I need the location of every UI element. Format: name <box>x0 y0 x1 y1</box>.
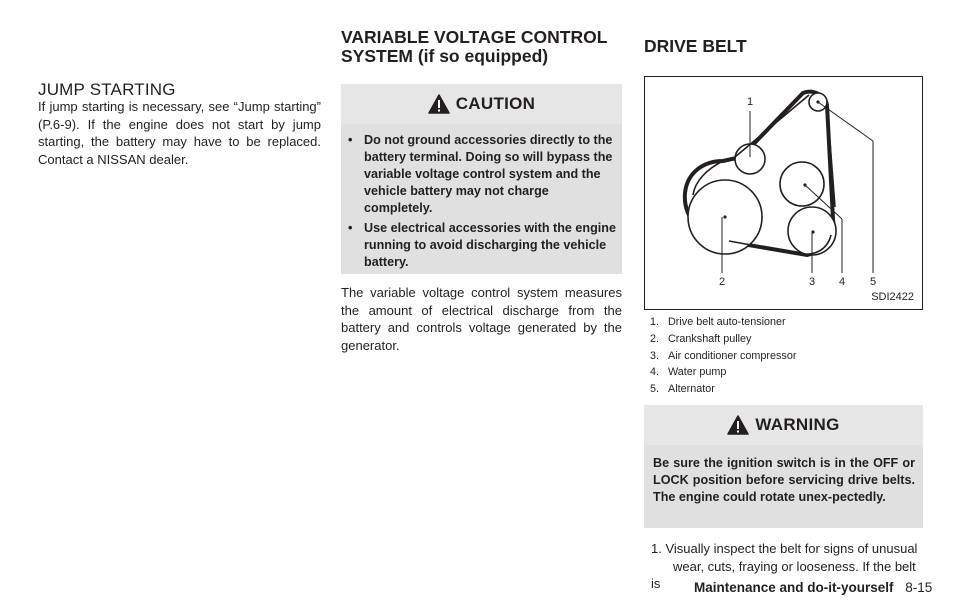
drive-belt-illustration <box>645 77 922 309</box>
legend-item <box>650 348 920 365</box>
legend-item <box>650 314 920 331</box>
section-heading-jump-starting: JUMP STARTING <box>38 80 176 99</box>
heading-line-2: SYSTEM (if so equipped) <box>341 46 549 66</box>
legend-text: Water pump <box>668 366 727 379</box>
page-footer <box>694 580 932 595</box>
legend-text: Air conditioner compressor <box>668 349 797 362</box>
step-number: 1. <box>651 541 662 556</box>
legend-text: Crankshaft pulley <box>668 332 752 345</box>
drive-belt-diagram <box>644 76 923 310</box>
caution-title: CAUTION <box>455 94 536 113</box>
legend-num: 3. <box>650 349 660 362</box>
caution-item-text: Use electrical accessories with the engine running to avoid discharging the vehicle battery. <box>364 221 616 269</box>
warning-header <box>644 405 923 445</box>
bullet: • <box>348 133 353 147</box>
caution-body <box>341 124 622 274</box>
warning-text: Be sure the ignition switch is in the OFF or LOCK position before servicing drive belts. The engine could rotate unex-pectedly. <box>653 456 915 504</box>
diagram-label-4: 4 <box>839 276 846 288</box>
legend-item <box>650 381 920 398</box>
variable-voltage-text: The variable voltage control system measures the amount of electrical discharge from the battery and controls voltage generated by the generator. <box>341 285 622 353</box>
diagram-label-5: 5 <box>870 276 877 288</box>
caution-list <box>341 132 616 274</box>
step-text-line-2: wear, cuts, fraying or looseness. If the belt is <box>651 558 916 591</box>
diagram-legend <box>650 314 920 398</box>
step-text-line-1: Visually inspect the belt for signs of unusual <box>665 541 918 556</box>
footer-section: Maintenance and do-it-yourself <box>694 580 894 595</box>
footer-page-number: 8-15 <box>905 580 933 595</box>
caution-header <box>341 84 622 124</box>
legend-num: 4. <box>650 366 660 379</box>
caution-item <box>341 220 616 271</box>
water-pump-pulley <box>780 162 824 206</box>
legend-num: 5. <box>650 383 660 396</box>
legend-item <box>650 364 920 381</box>
jump-starting-text: If jump starting is necessary, see “Jump starting” (P.6-9). If the engine does not start by jump starting, the battery may have to be replaced. Contact a NISSAN dealer. <box>38 99 321 167</box>
legend-text: Drive belt auto-tensioner <box>668 316 786 328</box>
legend-text: Alternator <box>668 383 715 396</box>
diagram-label-1: 1 <box>747 96 754 108</box>
diagram-label-3: 3 <box>809 276 816 288</box>
warning-box <box>644 405 923 528</box>
section-heading-drive-belt: DRIVE BELT <box>644 36 747 56</box>
diagram-label-2: 2 <box>719 276 726 288</box>
warning-body <box>644 445 923 528</box>
heading-line-1: VARIABLE VOLTAGE CONTROL <box>341 27 608 47</box>
legend-item <box>650 331 920 348</box>
figure-code: SDI2422 <box>871 291 914 303</box>
section-heading-variable-voltage <box>341 28 621 66</box>
bullet: • <box>348 221 353 235</box>
legend-num: 1. <box>650 316 660 328</box>
caution-item-text: Do not ground accessories directly to the battery terminal. Doing so will bypass the variable voltage control system and the vehicle battery may not charge completely. <box>364 133 613 215</box>
warning-triangle-icon <box>727 415 749 435</box>
caution-item <box>341 132 616 217</box>
warning-triangle-icon <box>428 94 450 114</box>
warning-title: WARNING <box>755 415 840 434</box>
legend-num: 2. <box>650 332 660 345</box>
pulley-center <box>723 215 726 218</box>
caution-box <box>341 84 622 274</box>
